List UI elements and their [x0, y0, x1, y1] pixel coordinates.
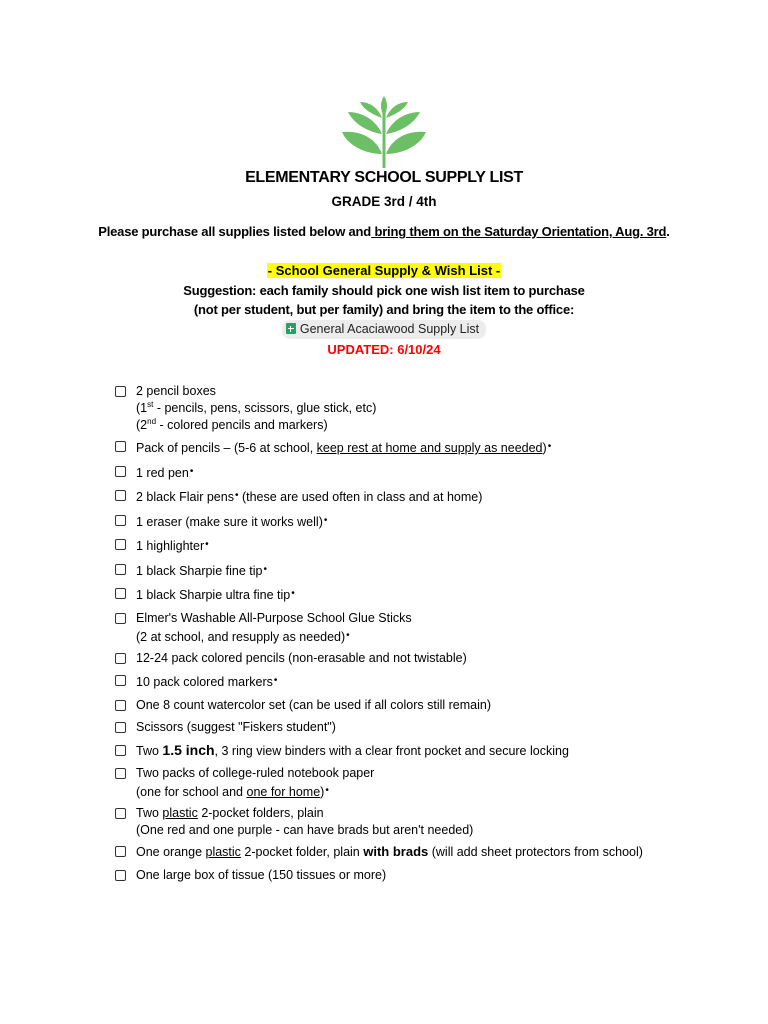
item-text: 1 black Sharpie ultra fine tip• [136, 588, 295, 602]
list-item [114, 536, 754, 555]
list-item [114, 487, 754, 506]
checkbox-icon[interactable] [115, 490, 126, 501]
list-item [114, 765, 754, 801]
item-subtext: (2 at school, and resupply as needed)• [136, 629, 350, 644]
checkbox-icon[interactable] [115, 722, 126, 733]
checkbox-icon[interactable] [115, 588, 126, 599]
item-text: 1 black Sharpie fine tip• [136, 563, 267, 578]
item-text: One large box of tissue (150 tissues or more) [136, 867, 387, 882]
supply-list-chip-row [0, 320, 768, 339]
checkbox-icon[interactable] [115, 846, 126, 857]
orientation-date: bring them on the Saturday Orientation, Aug. 3rd [371, 224, 667, 239]
google-sheets-icon [286, 323, 296, 334]
checkbox-icon[interactable] [115, 745, 126, 756]
updated-date: UPDATED: 6/10/24 [327, 342, 441, 357]
list-item [114, 843, 754, 861]
item-subtext: (2nd - colored pencils and markers) [136, 416, 328, 432]
checkbox-icon[interactable] [115, 466, 126, 477]
grade-heading: GRADE 3rd / 4th [331, 194, 437, 209]
list-item [114, 867, 754, 884]
list-item [114, 463, 754, 482]
list-item [114, 561, 754, 580]
instruction-post: . [666, 224, 670, 239]
list-item [114, 672, 754, 691]
list-item [114, 805, 754, 839]
item-subtext: (1st - pencils, pens, scissors, glue stick, etc) [136, 399, 377, 415]
item-text: 1 red pen• [136, 465, 194, 480]
list-item [114, 438, 754, 457]
checkbox-icon[interactable] [115, 441, 126, 452]
list-item [114, 512, 754, 531]
supply-list-link-label: General Acaciawood Supply List [299, 322, 480, 336]
suggestion-line-2: (not per student, but per family) and bring the item to the office: [193, 302, 575, 317]
item-text: 10 pack colored markers• [136, 675, 278, 689]
item-subtext: (One red and one purple - can have brads but aren't needed) [136, 823, 474, 837]
item-text: Elmer's Washable All-Purpose School Glue Sticks [136, 610, 412, 625]
wish-list-heading [0, 263, 768, 278]
list-item [114, 383, 754, 434]
checkbox-icon[interactable] [115, 539, 126, 550]
checkbox-icon[interactable] [115, 386, 126, 397]
list-item [114, 610, 754, 646]
item-text: 2 black Flair pens• (these are used often in class and at home) [136, 490, 483, 504]
checkbox-icon[interactable] [115, 515, 126, 526]
checkbox-icon[interactable] [115, 564, 126, 575]
instruction-pre: Please purchase all supplies listed below and [98, 224, 372, 239]
checkbox-icon[interactable] [115, 613, 126, 624]
checkbox-icon[interactable] [115, 675, 126, 686]
supply-list-link-chip[interactable] [282, 320, 486, 339]
item-text: One 8 count watercolor set (can be used if all colors still remain) [136, 697, 492, 712]
list-item [114, 719, 754, 736]
item-text: Two 1.5 inch, 3 ring view binders with a clear front pocket and secure locking [136, 741, 569, 758]
wish-list-highlight: - School General Supply & Wish List - [267, 263, 501, 278]
list-item [114, 650, 754, 667]
list-item [114, 742, 754, 760]
page-title: ELEMENTARY SCHOOL SUPPLY LIST [245, 169, 523, 186]
item-text: One orange plastic 2-pocket folder, plain with brads (will add sheet protectors from school) [136, 844, 643, 859]
supply-checklist [114, 383, 754, 889]
item-subtext: (one for school and one for home)• [136, 785, 329, 799]
item-text: Two plastic 2-pocket folders, plain [136, 806, 324, 820]
checkbox-icon[interactable] [115, 700, 126, 711]
item-text: 2 pencil boxes [136, 384, 216, 398]
item-text: 12-24 pack colored pencils (non-erasable and not twistable) [136, 650, 467, 665]
suggestion-line-1: Suggestion: each family should pick one wish list item to purchase [183, 283, 585, 298]
item-text: Pack of pencils – (5-6 at school, keep rest at home and supply as needed)• [136, 441, 552, 455]
list-item [114, 585, 754, 604]
checkbox-icon[interactable] [115, 870, 126, 881]
item-text: Two packs of college-ruled notebook paper [136, 766, 375, 780]
checkbox-icon[interactable] [115, 768, 126, 779]
item-text: Scissors (suggest "Fiskers student") [136, 720, 336, 734]
checkbox-icon[interactable] [115, 653, 126, 664]
instruction-text [0, 224, 768, 239]
item-text: 1 eraser (make sure it works well)• [136, 514, 328, 529]
checkbox-icon[interactable] [115, 808, 126, 819]
list-item [114, 697, 754, 714]
leaf-logo-icon [342, 88, 426, 168]
item-text: 1 highlighter• [136, 539, 209, 553]
